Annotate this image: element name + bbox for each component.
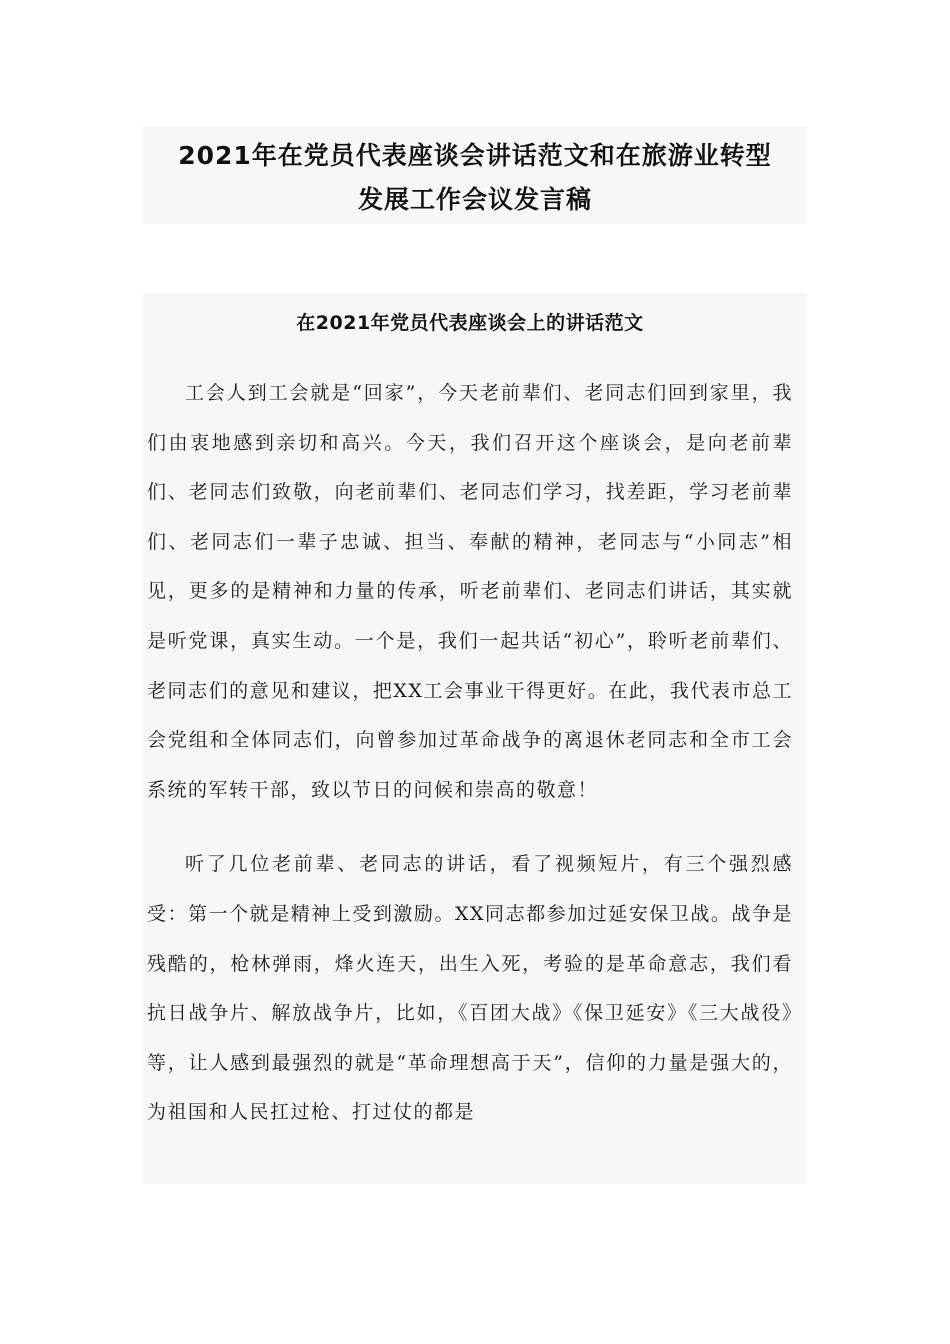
document-body (143, 293, 807, 1184)
document-title-block (143, 126, 807, 224)
document-title-line-2: 发展工作会议发言稿 (357, 185, 592, 214)
paragraph-1: 工会人到工会就是“回家”，今天老前辈们、老同志们回到家里，我们由衷地感到亲切和高兴。今天，我们召开这个座谈会，是向老前辈们、老同志们致敬，向老前辈们、老同志们学习，找差距，学习老前辈们、老同志们一辈子忠诚、担当、奉献的精神，老同志与“小同志”相见，更多的是精神和力量的传承，听老前辈们、老同志们讲话，其实就是听党课，真实生动。一个是，我们一起共话“初心”，聆听老前辈们、老同志们的意见和建议，把XX工会事业干得更好。在此，我代表市总工会党组和全体同志们，向曾参加过革命战争的离退休老同志和全市工会系统的军转干部，致以节日的问候和崇高的敬意！ (147, 382, 793, 801)
paragraph-2: 听了几位老前辈、老同志的讲话，看了视频短片，有三个强烈感受：第一个就是精神上受到激励。XX同志都参加过延安保卫战。战争是残酷的，枪林弹雨，烽火连天，出生入死，考验的是革命意志，我们看抗日战争片、解放战争片，比如，《百团大战》《保卫延安》《三大战役》等，让人感到最强烈的就是“革命理想高于天”，信仰的力量是强大的，为祖国和人民扛过枪、打过仗的都是 (147, 853, 793, 1124)
document-title-line-1: 2021年在党员代表座谈会讲话范文和在旅游业转型 (178, 141, 772, 170)
section-heading: 在2021年党员代表座谈会上的讲话范文 (296, 312, 644, 334)
